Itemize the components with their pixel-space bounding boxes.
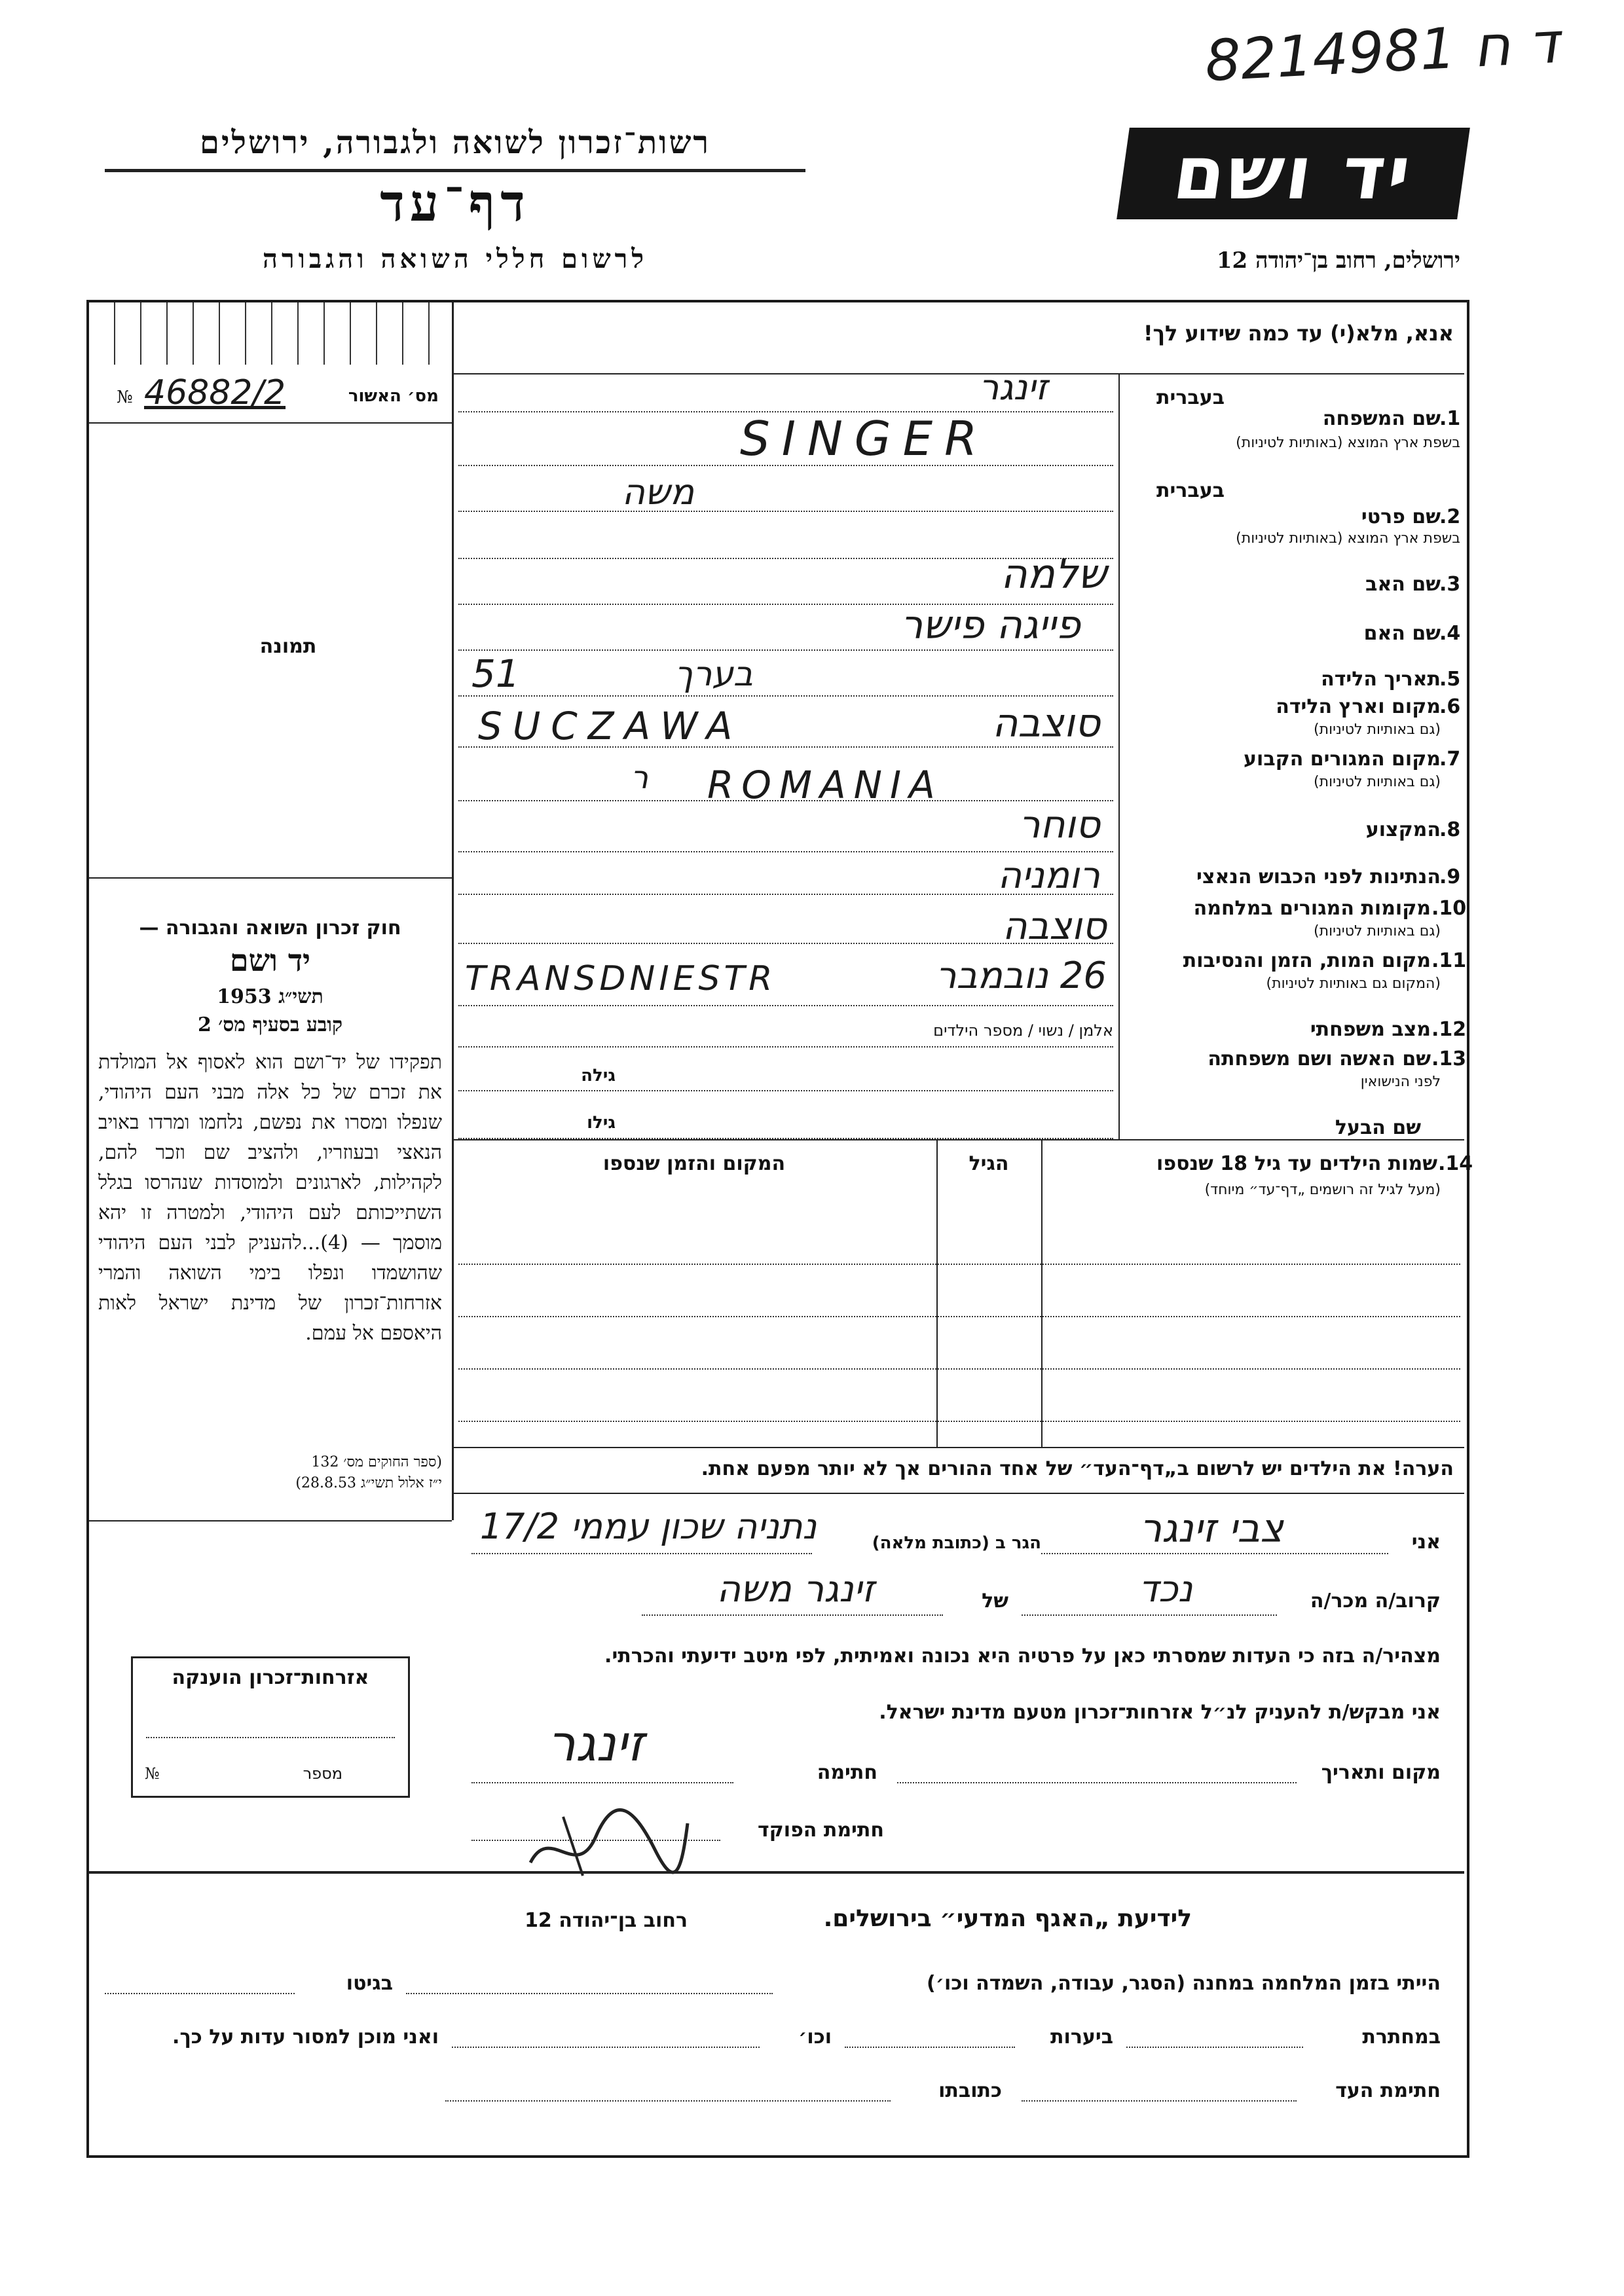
field5-label: תאריך הלידה (1321, 668, 1441, 691)
officer-signature-scribble (524, 1797, 694, 1889)
header-underline (105, 169, 805, 172)
children-row-1 (458, 1264, 1460, 1265)
photo-box-bottom (89, 877, 452, 879)
bottom-heading: לידיעת „האגף המדעי״ בירושלים. (823, 1905, 1192, 1932)
residence-latin-value: ROMANIA (707, 763, 943, 807)
law-text: תפקידו של יד־ושם הוא לאסוף אל המולדת את זכרם של כל אלה מבני העם היהודי, שנפלו ומסרו את נפשם, נלחמו ומרדו באויב הנאצי ובעוזריו, ולהציב שם וזכר להם, לקהילות, לארגונים ולמוסדות שנהרסו בגלל השתייכותם לעם היהודי, ולמטרה זו יהא מוסמך — (4)...להעניק לבני העם היהודי שהושמדו ונפלו בימי השואה והמרי אזרחות־זכרון של מדינת ישראל לאות היאספם אל עמם. (98, 1051, 443, 1345)
field2-number: .2 (1439, 505, 1461, 528)
field5-number: .5 (1439, 668, 1461, 691)
photo-label: תמונה (259, 635, 317, 658)
law-name: יד ושם (229, 943, 311, 978)
children-row-3 (458, 1368, 1460, 1370)
value-line-12 (458, 1046, 1113, 1048)
field1-label: שם המשפחה (1322, 407, 1441, 430)
ready-text: ואני מוכן למסור עדות על כך. (172, 2026, 439, 2049)
form-title: דף־עד (380, 173, 530, 233)
field6-number: .6 (1439, 695, 1461, 718)
declaration-text: מצהיר/ה בזה כי העדות שמסרתי כאן על פרטיה היא נכונה ואמיתית, לפי מיטב ידיעתי והכרתי. (604, 1645, 1441, 1667)
declarant-lives-label: הגר ב (כתובת מלאה) (872, 1533, 1041, 1553)
of-line (642, 1614, 943, 1616)
value-line-11 (458, 1005, 1113, 1006)
approval-box-bottom (89, 422, 452, 424)
field9-number: .9 (1439, 866, 1461, 888)
children-note: הערה! את הילדים יש לרשום ב„דף־העד״ של אחד ההורים אך לא יותר מפעם אחת. (701, 1457, 1454, 1480)
relation-line (1022, 1614, 1277, 1616)
of-value: זינגר משה (716, 1568, 875, 1611)
children-col-place: המקום והזמן שנספו (602, 1152, 786, 1175)
field10-sub: (גם באותיות לטיניות) (1314, 923, 1441, 939)
approval-stripes (89, 302, 452, 365)
husband-label: שם הבעל (1335, 1116, 1421, 1139)
field13-sub: לפני הנישואין (1360, 1074, 1441, 1090)
forests-label: ביערות (1050, 2026, 1113, 2049)
forests-line (845, 2047, 1015, 2048)
etc-line (452, 2047, 760, 2048)
organization-line: רשות־זכרון לשואה ולגבורה, ירושלים (199, 124, 711, 161)
field7-label: מקום המגורים הקבוע (1244, 748, 1441, 771)
husband-age-label: גילו (587, 1113, 616, 1133)
field8-label: המקצוע (1365, 818, 1441, 841)
declarant-address-line (471, 1553, 812, 1554)
citizenship-number-mark: № (145, 1764, 160, 1783)
field12-number: .12 (1431, 1018, 1467, 1041)
value-line-8 (458, 851, 1113, 852)
citizenship-title: אזרחות־זכרון הוענקה (172, 1666, 369, 1689)
relation-value: נכד (1138, 1568, 1193, 1611)
label-column-divider (1118, 373, 1120, 1139)
children-row-4 (458, 1421, 1460, 1422)
field2-sub: בשפת ארץ המוצא (באותיות לטיניות) (1236, 530, 1460, 547)
underground-label: במחתרת (1362, 2026, 1441, 2049)
of-label: של (982, 1590, 1008, 1613)
field2-in-hebrew: בעברית (1156, 479, 1225, 502)
field10-label: מקומות המגורים במלחמה (1193, 897, 1431, 920)
ghetto-label: בגיטו (346, 1972, 393, 1995)
witness-address-label: כתובתו (938, 2079, 1002, 2102)
field7-sub: (גם באותיות לטיניות) (1314, 774, 1441, 790)
profession-value: סוחר (1018, 802, 1100, 847)
approval-number-prefix: № (117, 388, 133, 407)
children-col-age: הגיל (969, 1152, 1009, 1175)
field12-label: מצב משפחתי (1310, 1018, 1431, 1041)
field13-number: .13 (1431, 1048, 1467, 1070)
place-date-line (897, 1782, 1297, 1783)
birth-date-value: 51 (471, 651, 520, 696)
death-date-value: 26 נובמבר (935, 955, 1107, 997)
marital-status-options: אלמן / נשוי / מספר הילדים (933, 1021, 1113, 1040)
field7-number: .7 (1439, 748, 1461, 771)
field6-label: מקום וארץ הלידה (1276, 695, 1441, 718)
witness-signature-label: חתימת העד (1335, 2079, 1441, 2102)
law-year: תשי״ג 1953 (217, 985, 323, 1008)
field2-label: שם פרטי (1361, 505, 1441, 528)
ghetto-line (105, 1993, 295, 1994)
field4-label: שם האם (1363, 622, 1441, 645)
law-date: י״ז אלול תשי״ג 28.8.53) (295, 1475, 442, 1491)
surname-latin-value: SINGER (740, 411, 989, 466)
address-line: ירושלים, רחוב בן־יהודה 12 (1216, 247, 1460, 274)
field13-label: שם האשה ושם משפחתה (1208, 1048, 1431, 1070)
instructions: אנא, מלא(י) עד כמה שידוע לך! (1143, 321, 1454, 346)
field3-label: שם האב (1365, 573, 1441, 596)
underground-line (1126, 2047, 1303, 2048)
value-line-13 (458, 1090, 1113, 1091)
children-col-place-divider (1041, 1139, 1043, 1447)
field8-number: .8 (1439, 818, 1461, 841)
field11-number: .11 (1431, 949, 1467, 972)
witness-signature-line (1022, 2100, 1297, 2102)
law-title: חוק זכרון השואה והגבורה — (139, 917, 401, 939)
children-col-age-divider (936, 1139, 938, 1447)
approval-number: 46882/2 (144, 373, 286, 412)
field4-number: .4 (1439, 622, 1461, 645)
camp-line-label: הייתי בזמן המלחמה במחנה (הסגר, עבודה, השמדה וכו׳) (927, 1972, 1441, 1995)
etc-label: וכו׳ (798, 2026, 832, 2049)
children-title: שמות הילדים עד גיל 18 שנספו (1156, 1152, 1437, 1175)
relative-label: קרוב/ה מכר/ה (1310, 1590, 1441, 1613)
field11-sub: (המקום גם באותיות לטיניות) (1266, 975, 1441, 992)
signature-line (471, 1782, 733, 1783)
value-line-4 (458, 649, 1113, 651)
signature-label: חתימה (817, 1761, 877, 1784)
request-text: אני מבקש/ת להעניק לנ״ל אזרחות־זכרון מטעם מדינת ישראל. (879, 1701, 1441, 1724)
declarant-address-value: נתניה שכון עממי 17/2 (479, 1506, 817, 1547)
children-number: .14 (1438, 1152, 1473, 1175)
left-column-bottom (89, 1520, 452, 1522)
birthplace-latin-value: SUCZAWA (478, 704, 743, 748)
declarant-i-label: אני (1411, 1531, 1441, 1554)
declarant-name-value: צבי זינגר (1139, 1506, 1283, 1552)
surname-hebrew-value: זינגר (978, 367, 1048, 408)
children-table-top (452, 1139, 1464, 1140)
bottom-section-rule (89, 1871, 1464, 1874)
field10-number: .10 (1431, 897, 1467, 920)
children-row-2 (458, 1316, 1460, 1317)
law-source: (ספר החוקים מס׳ 132 (311, 1454, 442, 1470)
wartime-residence-value: סוצבה (1002, 903, 1107, 948)
field11-label: מקום המות, הזמן והנסיבות (1183, 949, 1431, 972)
value-line-5 (458, 695, 1113, 697)
nationality-value: רומניה (997, 854, 1100, 897)
birth-date-approx: בערך (674, 655, 753, 694)
field9-label: הנתינות לפני הכבוש הנאצי (1196, 866, 1441, 888)
declarant-name-line (1041, 1553, 1388, 1554)
field1-in-hebrew: בעברית (1156, 386, 1225, 409)
camp-line (406, 1993, 773, 1994)
signature-value: זינגר (547, 1714, 644, 1772)
wife-age-label: גילה (581, 1066, 616, 1085)
place-date-label: מקום ותאריך (1321, 1761, 1441, 1784)
field1-sub: בשפת ארץ המוצא (באותיות לטיניות) (1236, 435, 1460, 451)
children-table-bottom (452, 1447, 1464, 1448)
citizenship-number-label: מספר (303, 1764, 342, 1783)
officer-label: חתימת הפוקד (758, 1819, 884, 1842)
form-subtitle: לרשום חללי השואה והגבורה (262, 244, 648, 274)
first-name-value: משה (621, 471, 694, 513)
witness-address-line (445, 2100, 891, 2102)
left-column-divider (452, 302, 454, 1520)
residence-mark: ר (630, 759, 648, 796)
citizenship-box (131, 1656, 410, 1798)
handwritten-reference-number: 8214981 ד ח (1203, 10, 1561, 95)
law-clause: קובע בסעיף מס׳ 2 (197, 1013, 343, 1036)
father-name-value: שלמה (1001, 550, 1107, 598)
children-sub: (מעל לגיל זה רושמים „דף־עד״ מיוחד) (1204, 1182, 1441, 1198)
approval-label: מס׳ האשור (348, 386, 439, 406)
field3-number: .3 (1439, 573, 1461, 596)
note-rule (452, 1493, 1464, 1494)
yad-vashem-logo: יד ושם (1116, 128, 1470, 219)
mother-name-value: פייגה פישר (900, 602, 1080, 648)
bottom-heading-address: רחוב בן־יהודה 12 (525, 1909, 688, 1932)
birthplace-hebrew-value: סוצבה (992, 701, 1100, 746)
death-place-latin-value: TRANSDNIESTR (465, 959, 777, 998)
citizenship-rule (146, 1737, 395, 1738)
field6-sub: (גם באותיות לטיניות) (1314, 721, 1441, 738)
field1-number: .1 (1439, 407, 1461, 430)
